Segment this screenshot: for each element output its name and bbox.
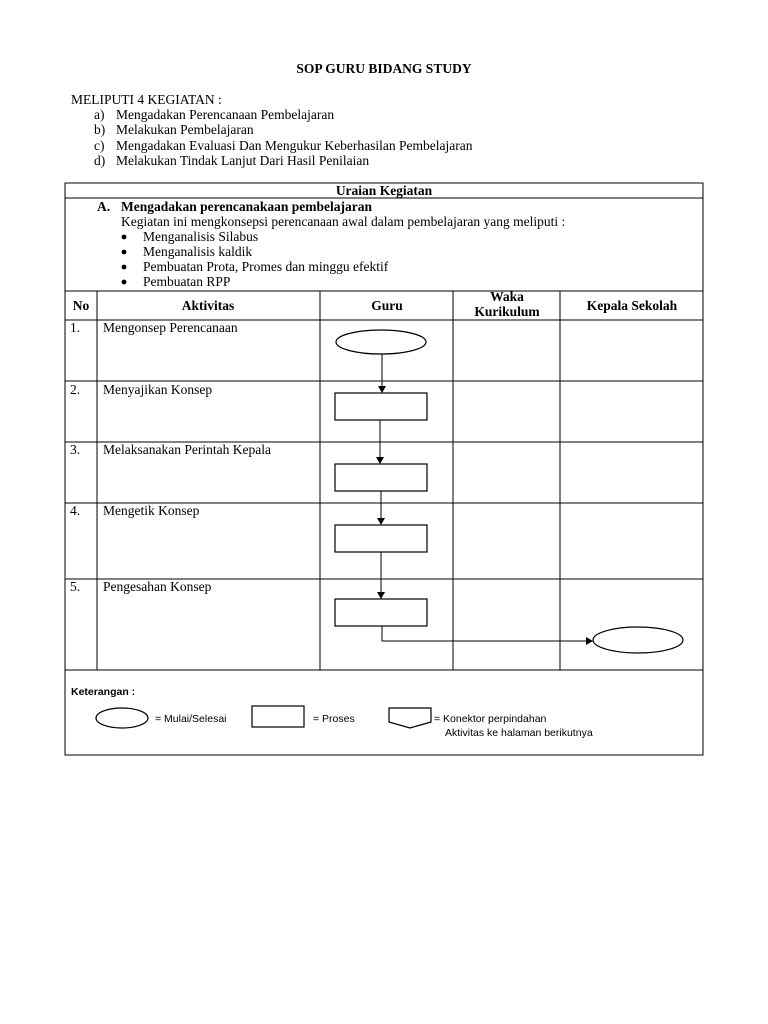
process-box-3 bbox=[335, 464, 427, 491]
row-activity: Menyajikan Konsep bbox=[103, 382, 213, 397]
table-header: Uraian Kegiatan bbox=[335, 183, 433, 198]
row-number: 3. bbox=[70, 442, 81, 457]
row-activity: Mengonsep Perencanaan bbox=[103, 320, 238, 335]
legend-title: Keterangan : bbox=[71, 686, 136, 698]
section-label: A. bbox=[97, 199, 111, 214]
bullet-icon bbox=[122, 280, 127, 285]
process-box-2 bbox=[335, 393, 427, 420]
process-box-4 bbox=[335, 525, 427, 552]
document-title: SOP GURU BIDANG STUDY bbox=[296, 61, 472, 76]
row-number: 5. bbox=[70, 579, 81, 594]
legend-proses-label: = Proses bbox=[313, 713, 355, 725]
legend-connector-icon bbox=[389, 708, 431, 728]
list-item: c) Mengadakan Evaluasi Dan Mengukur Keberhasilan Pembelajaran bbox=[94, 137, 473, 153]
row-number: 2. bbox=[70, 382, 81, 397]
legend-process-icon bbox=[252, 706, 304, 727]
column-header-waka: Waka bbox=[490, 289, 524, 304]
process-box-5 bbox=[335, 599, 427, 626]
list-item: Menganalisis Silabus bbox=[143, 229, 259, 244]
list-item: b) Melakukan Pembelajaran bbox=[94, 122, 254, 138]
legend-mulai-label: = Mulai/Selesai bbox=[155, 713, 227, 725]
start-terminal-shape bbox=[336, 330, 426, 354]
intro-text: MELIPUTI 4 KEGIATAN : bbox=[71, 92, 222, 107]
column-header-kepala: Kepala Sekolah bbox=[586, 298, 678, 313]
row-activity: Pengesahan Konsep bbox=[103, 579, 212, 594]
section-description: Kegiatan ini mengkonsepsi perencanaan awal dalam pembelajaran yang meliputi : bbox=[121, 214, 566, 229]
legend-terminal-icon bbox=[96, 708, 148, 728]
row-activity: Mengetik Konsep bbox=[103, 503, 200, 518]
column-header-guru: Guru bbox=[371, 298, 403, 313]
end-terminal-shape bbox=[593, 627, 683, 653]
bullet-icon bbox=[122, 235, 127, 240]
column-header-kurikulum: Kurikulum bbox=[474, 304, 540, 319]
list-item: Pembuatan RPP bbox=[143, 274, 231, 289]
row-activity: Melaksanakan Perintah Kepala bbox=[103, 442, 271, 457]
list-item: a) Mengadakan Perencanaan Pembelajaran bbox=[94, 107, 335, 122]
row-number: 4. bbox=[70, 503, 81, 518]
column-header-no: No bbox=[72, 298, 90, 313]
bullet-icon bbox=[122, 250, 127, 255]
list-item: d) Melakukan Tindak Lanjut Dari Hasil Penilaian bbox=[94, 152, 370, 168]
row-number: 1. bbox=[70, 320, 81, 335]
column-header-aktivitas: Aktivitas bbox=[181, 298, 235, 313]
legend-konektor-label: = Konektor perpindahan bbox=[434, 713, 547, 725]
section-title: Mengadakan perencanakaan pembelajaran bbox=[121, 199, 373, 214]
legend-konektor-description: Aktivitas ke halaman berikutnya bbox=[445, 727, 593, 739]
bullet-icon bbox=[122, 265, 127, 270]
list-item: Pembuatan Prota, Promes dan minggu efektif bbox=[143, 259, 389, 274]
list-item: Menganalisis kaldik bbox=[143, 244, 253, 259]
